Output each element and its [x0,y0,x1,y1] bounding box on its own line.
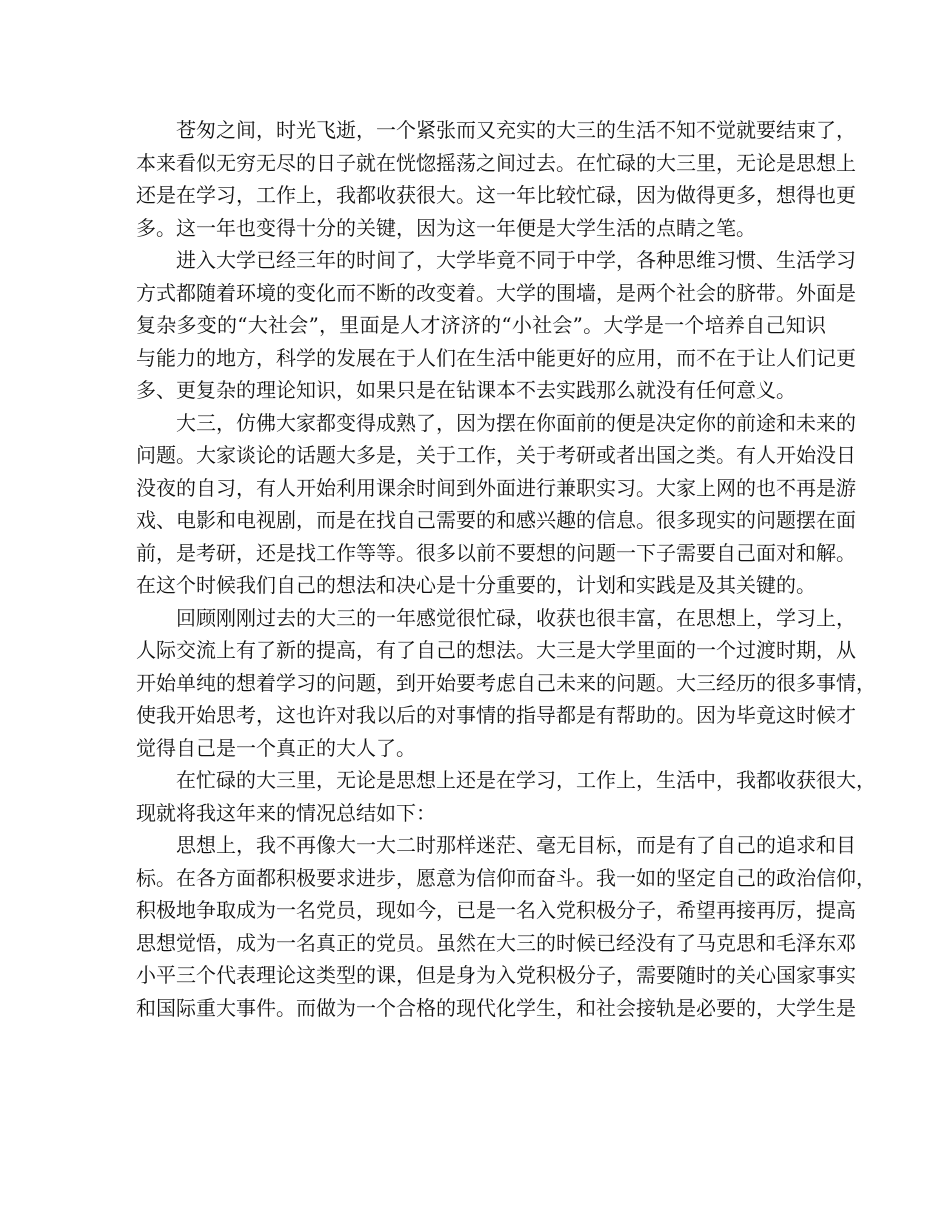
paragraph-line: 多。这一年也变得十分的关键，因为这一年便是大学生活的点睛之笔。 [136,215,756,240]
paragraph-line: 觉得自己是一个真正的大人了。 [136,735,416,760]
paragraph-line: 多、更复杂的理论知识，如果只是在钻课本不去实践那么就没有任何意义。 [136,378,796,402]
paragraph-line: 开始单纯的想着学习的问题，到开始要考虑自己未来的问题。大三经历的很多事情， [136,670,876,695]
paragraph-line: 进入大学已经三年的时间了，大学毕竟不同于中学，各种思维习惯、生活学习 [176,248,856,272]
paragraph-3 [136,407,856,602]
paragraph-5 [136,764,876,829]
paragraph-line: 戏、电影和电视剧，而是在找自己需要的和感兴趣的信息。很多现实的问题摆在面 [136,508,856,532]
paragraph-line: 使我开始思考，这也许对我以后的对事情的指导都是有帮助的。因为毕竟这时候才 [136,703,856,727]
paragraph-line: 问题。大家谈论的话题大多是，关于工作，关于考研或者出国之类。有人开始没日 [136,443,856,467]
document-body [136,114,876,1024]
paragraph-line: 在忙碌的大三里，无论是思想上还是在学习，工作上，生活中，我都收获很大， [176,768,876,792]
paragraph-4 [136,602,876,765]
paragraph-line: 本来看似无穷无尽的日子就在恍惚摇荡之间过去。在忙碌的大三里，无论是思想上 [136,150,856,175]
paragraph-line: 思想上，我不再像大一大二时那样迷茫、毫无目标，而是有了自己的追求和目 [176,833,856,857]
paragraph-line: 回顾刚刚过去的大三的一年感觉很忙碌，收获也很丰富，在思想上，学习上， [176,605,856,630]
paragraph-6 [136,829,876,1024]
paragraph-line: 还是在学习，工作上，我都收获很大。这一年比较忙碌，因为做得更多，想得也更 [136,183,856,207]
paragraph-line: 现就将我这年来的情况总结如下： [136,800,436,825]
paragraph-line: 小平三个代表理论这类型的课，但是身为入党积极分子，需要随时的关心国家事实 [136,963,856,987]
paragraph-line: 思想觉悟，成为一名真正的党员。虽然在大三的时候已经没有了马克思和毛泽东邓 [136,930,856,955]
paragraph-line: 在这个时候我们自己的想法和决心是十分重要的，计划和实践是及其关键的。 [136,573,816,597]
paragraph-line: 前，是考研，还是找工作等等。很多以前不要想的问题一下子需要自己面对和解。 [136,540,856,565]
paragraph-line: 没夜的自习，有人开始利用课余时间到外面进行兼职实习。大家上网的也不再是游 [136,475,856,500]
paragraph-line: 复杂多变的“大社会”，里面是人才济济的“小社会”。大学是一个培养自己知识 [136,313,826,337]
paragraph-line: 和国际重大事件。而做为一个合格的现代化学生，和社会接轨是必要的，大学生是 [136,995,856,1020]
paragraph-line: 与能力的地方，科学的发展在于人们在生活中能更好的应用，而不在于让人们记更 [136,345,856,370]
paragraph-line: 苍匆之间，时光飞逝，一个紧张而又充实的大三的生活不知不觉就要结束了， [176,118,856,142]
paragraph-line: 标。在各方面都积极要求进步，愿意为信仰而奋斗。我一如的坚定自己的政治信仰， [136,865,876,890]
paragraph-line: 大三，仿佛大家都变得成熟了，因为摆在你面前的便是决定你的前途和未来的 [176,410,856,435]
paragraph-line: 积极地争取成为一名党员，现如今，已是一名入党积极分子，希望再接再厉，提高 [136,898,856,922]
paragraph-line: 方式都随着环境的变化而不断的改变着。大学的围墙，是两个社会的脐带。外面是 [136,280,856,305]
paragraph-line: 人际交流上有了新的提高，有了自己的想法。大三是大学里面的一个过渡时期，从 [136,638,856,662]
paragraph-1 [136,114,856,244]
paragraph-2 [136,244,856,407]
